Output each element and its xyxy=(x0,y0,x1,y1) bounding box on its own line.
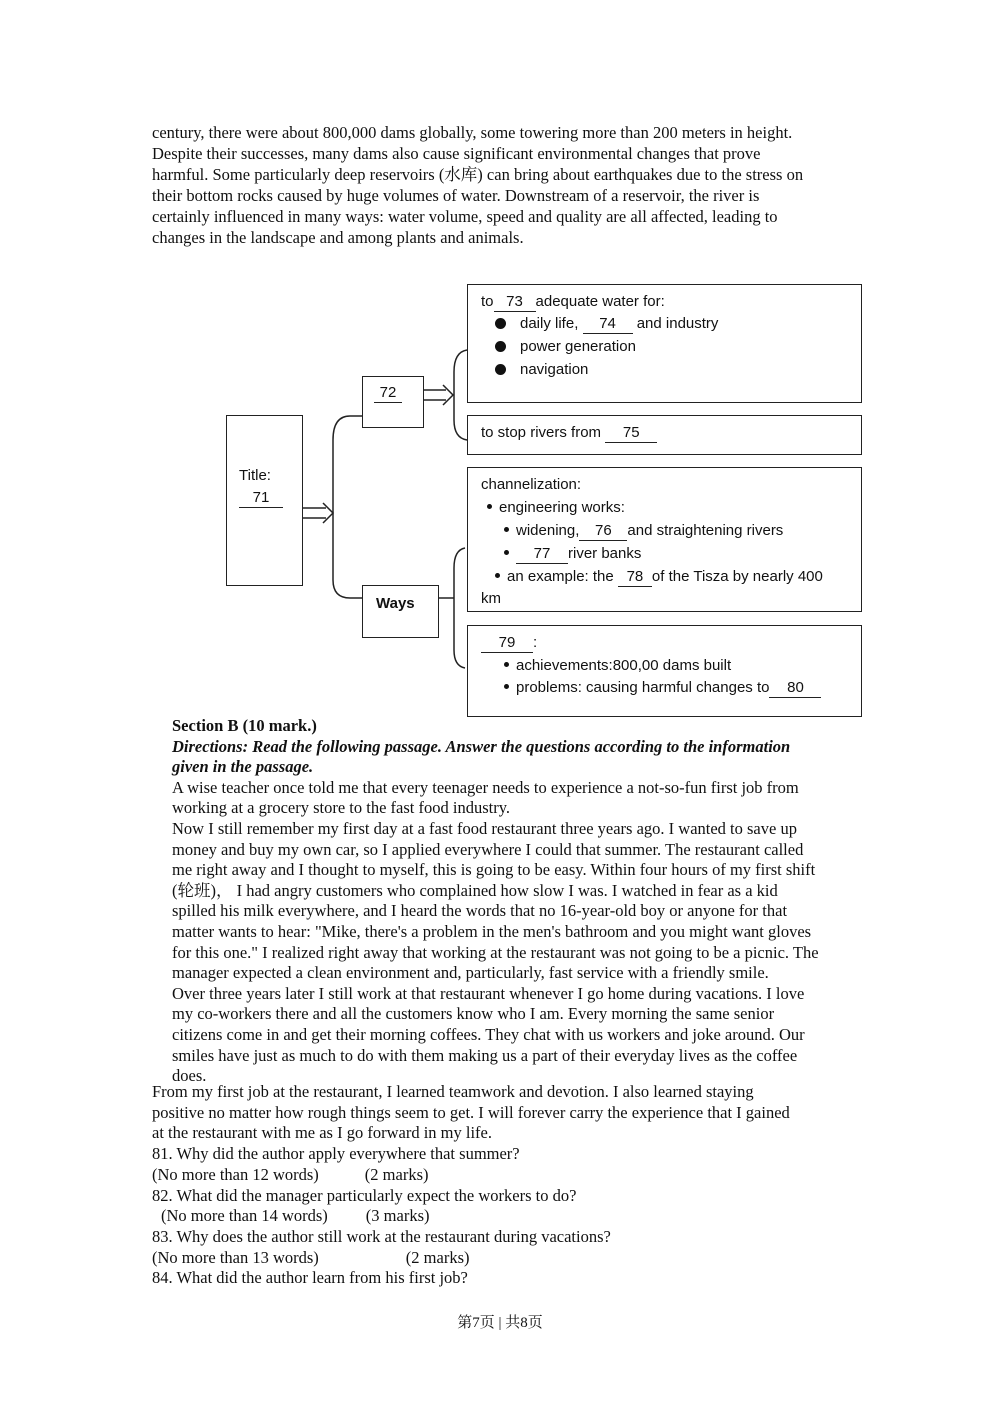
word-limit: (No more than 14 words) xyxy=(161,1206,328,1226)
bullet-icon xyxy=(504,684,509,689)
title-blank-wrap xyxy=(239,487,283,510)
sub-heading: engineering works: xyxy=(499,499,625,516)
passage-line: Now I still remember my first day at a fast food restaurant three years ago. I wanted to save up xyxy=(172,818,797,838)
passage-line: citizens come in and get their morning coffees. They chat with us workers and joke around. Our xyxy=(172,1024,805,1044)
section-b-heading: Section B (10 mark.) xyxy=(172,716,317,735)
text-line: century, there were about 800,000 dams globally, some towering more than 200 meters in height. xyxy=(152,123,793,142)
line2-post: river banks xyxy=(568,545,642,562)
passage-line: Over three years later I still work at that restaurant whenever I go home during vacations. I love xyxy=(172,983,805,1003)
bullet-icon xyxy=(504,662,509,667)
questions-block xyxy=(152,1082,852,1289)
passage-line: spilled his milk everywhere, and I heard the words that no 16-year-old boy or anyone for that xyxy=(172,901,788,921)
bullet-icon xyxy=(495,364,506,375)
text-line: Despite their successes, many dams also cause significant environmental changes that prove xyxy=(152,144,761,163)
section-b xyxy=(172,716,862,1087)
question-82: 82. What did the manager particularly expect the workers to do? xyxy=(152,1185,577,1205)
passage-line: me right away and I thought to myself, this is going to be easy. Within four hours of my first shift xyxy=(172,860,816,880)
bullet-icon xyxy=(495,573,500,578)
text-line: changes in the landscape and among plants and animals. xyxy=(152,228,524,247)
blank-76[interactable]: 76 xyxy=(579,522,627,541)
achievements: achievements:800,00 dams built xyxy=(516,657,732,674)
box3-line3-cont: km xyxy=(481,590,501,607)
ways-label: Ways xyxy=(376,595,415,612)
item2: power generation xyxy=(520,338,636,355)
passage-line: my co-workers there and all the customers know who I am. Every morning the same senior xyxy=(172,1004,775,1024)
passage-line: money and buy my own car, so I applied everywhere I could that summer. The restaurant called xyxy=(172,839,804,859)
line1-pre: widening, xyxy=(516,522,580,539)
line1-post: and straightening rivers xyxy=(627,522,784,539)
box2-prefix: to stop rivers from xyxy=(481,424,602,441)
marks: (3 marks) xyxy=(365,1206,430,1226)
problems: problems: causing harmful changes to xyxy=(516,679,770,696)
line3-post: of the Tisza by nearly 400 xyxy=(651,568,823,585)
blank-80[interactable]: 80 xyxy=(769,679,821,698)
box4-colon: : xyxy=(533,634,538,651)
text-line: certainly influenced in many ways: water volume, speed and quality are all affected, leading to xyxy=(152,207,778,226)
question-81-limits xyxy=(152,1165,852,1186)
marks: (2 marks) xyxy=(405,1247,470,1267)
box4-line2 xyxy=(504,677,821,700)
passage-line: smiles have just as much to do with them making us a part of their everyday lives as the coffee xyxy=(172,1045,798,1065)
passage-line: A wise teacher once told me that every teenager needs to experience a not-so-fun first job from xyxy=(172,777,799,797)
question-81: 81. Why did the author apply everywhere that summer? xyxy=(152,1144,520,1164)
bullet-icon xyxy=(487,504,492,509)
box3-line3 xyxy=(495,566,823,589)
blank-71[interactable]: 71 xyxy=(239,489,283,508)
passage-line: working at a grocery store to the fast food industry. xyxy=(172,798,511,818)
directions-line: given in the passage. xyxy=(172,757,314,777)
marks: (2 marks) xyxy=(364,1164,429,1184)
box1-item2 xyxy=(495,336,636,359)
box3-heading: channelization: xyxy=(481,476,582,493)
word-limit: (No more than 13 words) xyxy=(152,1247,319,1267)
bullet-icon xyxy=(504,527,509,532)
box1-prefix: to xyxy=(481,293,494,310)
box4-line1 xyxy=(504,655,731,678)
item3: navigation xyxy=(520,361,589,378)
box1-item1 xyxy=(495,313,718,336)
purpose-blank-wrap xyxy=(374,382,402,405)
line3-pre: an example: the xyxy=(507,568,614,585)
passage-line: matter wants to hear: "Mike, there's a problem in the men's bathroom and you might want gloves xyxy=(172,921,812,941)
passage-line: for this one." I realized right away that working at the restaurant was not going to be a picnic. The xyxy=(172,942,819,962)
closing-line: From my first job at the restaurant, I learned teamwork and devotion. I also learned staying xyxy=(152,1082,754,1101)
blank-77[interactable]: 77 xyxy=(516,545,568,564)
page-footer: 第7页 | 共8页 xyxy=(457,1315,543,1331)
box2-line xyxy=(481,422,657,445)
blank-73[interactable]: 73 xyxy=(494,293,536,312)
box3-subheading xyxy=(487,497,625,520)
blank-72[interactable]: 72 xyxy=(374,384,402,403)
question-84: 84. What did the author learn from his first job? xyxy=(152,1268,468,1288)
text-line: their bottom rocks caused by huge volumes of water. Downstream of a reservoir, the river is xyxy=(152,186,760,205)
directions-line: Directions: Read the following passage. Answer the questions according to the information xyxy=(172,736,791,756)
question-83: 83. Why does the author still work at the restaurant during vacations? xyxy=(152,1226,611,1246)
blank-75[interactable]: 75 xyxy=(605,424,657,443)
blank-78[interactable]: 78 xyxy=(618,568,652,587)
box1-suffix: adequate water for: xyxy=(535,293,665,310)
passage-line: does. xyxy=(172,1066,207,1086)
question-83-limits xyxy=(152,1248,852,1269)
box1-line1 xyxy=(481,291,665,314)
box3-line2 xyxy=(504,543,641,566)
box3-line1 xyxy=(504,520,783,543)
text-line: harmful. Some particularly deep reservoirs (水库) can bring about earthquakes due to the stress on xyxy=(152,165,804,184)
bullet-icon xyxy=(504,550,509,555)
passage-line: (轮班)， I had angry customers who complained how slow I was. I watched in fear as a kid xyxy=(172,880,778,900)
closing-line: at the restaurant with me as I go forward in my life. xyxy=(152,1123,492,1143)
box4-heading xyxy=(481,632,537,655)
closing-line: positive no matter how rough things seem to get. I will forever carry the experience that I gained xyxy=(152,1102,790,1122)
title-label: Title: xyxy=(239,467,271,484)
question-82-limits xyxy=(152,1206,852,1227)
blank-74[interactable]: 74 xyxy=(583,315,633,334)
bullet-icon xyxy=(495,341,506,352)
bullet-icon xyxy=(495,318,506,329)
item1-post: and industry xyxy=(636,315,719,332)
blank-79[interactable]: 79 xyxy=(481,634,533,653)
item1-pre: daily life, xyxy=(520,315,579,332)
passage-line: manager expected a clean environment and, particularly, fast service with a friendly smile. xyxy=(172,963,769,983)
word-limit: (No more than 12 words) xyxy=(152,1164,319,1184)
box1-item3 xyxy=(495,359,588,382)
